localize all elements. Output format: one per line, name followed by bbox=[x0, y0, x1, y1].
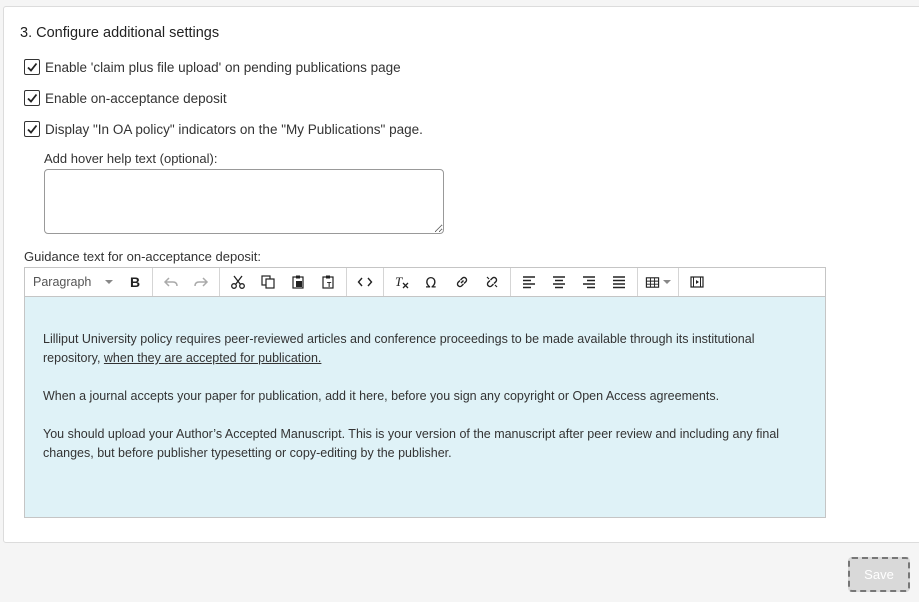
link-icon bbox=[454, 274, 470, 290]
svg-text:B: B bbox=[130, 274, 141, 290]
hover-help-label: Add hover help text (optional): bbox=[44, 151, 218, 166]
accepted-publication-link[interactable]: when they are accepted for publication. bbox=[103, 351, 322, 365]
code-icon bbox=[357, 274, 373, 290]
guidance-rich-text-editor bbox=[24, 267, 826, 518]
undo-icon bbox=[163, 274, 179, 290]
bold-button[interactable] bbox=[119, 270, 149, 294]
code-group bbox=[347, 268, 384, 296]
clipboard-group bbox=[220, 268, 347, 296]
svg-text:T: T bbox=[395, 274, 403, 289]
option-on-acceptance-deposit[interactable] bbox=[24, 90, 227, 106]
format-select[interactable] bbox=[28, 275, 119, 289]
editor-content-area[interactable] bbox=[25, 297, 825, 517]
media-group bbox=[679, 268, 715, 296]
claim-upload-label: Enable 'claim plus file upload' on pending publications page bbox=[45, 59, 401, 75]
section-title: 3. Configure additional settings bbox=[20, 25, 220, 41]
special-character-icon bbox=[424, 274, 440, 290]
copy-icon bbox=[260, 274, 276, 290]
option-claim-upload[interactable] bbox=[24, 59, 401, 75]
align-center-button[interactable] bbox=[544, 270, 574, 294]
checkmark-icon bbox=[26, 61, 38, 73]
source-code-button[interactable] bbox=[350, 270, 380, 294]
svg-text:Ω: Ω bbox=[425, 275, 437, 290]
table-button[interactable] bbox=[641, 270, 675, 294]
paste-text-icon bbox=[320, 274, 336, 290]
guidance-label: Guidance text for on-acceptance deposit: bbox=[24, 249, 262, 264]
clear-formatting-button[interactable] bbox=[387, 270, 417, 294]
on-acceptance-checkbox[interactable] bbox=[24, 90, 40, 106]
checkmark-icon bbox=[26, 123, 38, 135]
guidance-paragraph-1-text: Lilliput University policy requires peer-reviewed articles and conference proceedings to be made available through its institutional repository, bbox=[43, 332, 755, 365]
settings-panel bbox=[3, 6, 919, 543]
table-icon bbox=[645, 275, 660, 290]
guidance-paragraph-2: When a journal accepts your paper for publication, add it here, before you sign any copyright or Open Access agreements. bbox=[43, 389, 720, 403]
svg-text:T: T bbox=[327, 282, 332, 289]
special-character-button[interactable] bbox=[417, 270, 447, 294]
align-left-button[interactable] bbox=[514, 270, 544, 294]
unlink-icon bbox=[484, 274, 500, 290]
align-center-icon bbox=[551, 274, 567, 290]
claim-upload-checkbox[interactable] bbox=[24, 59, 40, 75]
hover-help-textarea[interactable] bbox=[44, 169, 444, 234]
bold-icon bbox=[126, 274, 142, 290]
table-group bbox=[638, 268, 679, 296]
undo-button[interactable] bbox=[156, 270, 186, 294]
checkmark-icon bbox=[26, 92, 38, 104]
save-button[interactable]: Save bbox=[848, 557, 910, 592]
editor-toolbar bbox=[25, 268, 825, 297]
oa-indicators-label: Display "In OA policy" indicators on the "My Publications" page. bbox=[45, 121, 423, 137]
align-right-button[interactable] bbox=[574, 270, 604, 294]
media-icon bbox=[689, 274, 705, 290]
align-group bbox=[511, 268, 638, 296]
oa-indicators-checkbox[interactable] bbox=[24, 121, 40, 137]
clear-formatting-icon bbox=[394, 274, 410, 290]
guidance-paragraph-3: You should upload your Author’s Accepted Manuscript. This is your version of the manuscript after peer review and including any final changes, but before publisher typesetting or copy-editing by the publisher. bbox=[43, 427, 780, 460]
align-justify-icon bbox=[611, 274, 627, 290]
cut-icon bbox=[230, 274, 246, 290]
format-group bbox=[25, 268, 153, 296]
history-group bbox=[153, 268, 220, 296]
copy-button[interactable] bbox=[253, 270, 283, 294]
align-left-icon bbox=[521, 274, 537, 290]
option-oa-indicators[interactable] bbox=[24, 121, 423, 137]
on-acceptance-label: Enable on-acceptance deposit bbox=[45, 90, 227, 106]
paste-text-button[interactable] bbox=[313, 270, 343, 294]
align-right-icon bbox=[581, 274, 597, 290]
cut-button[interactable] bbox=[223, 270, 253, 294]
unlink-button[interactable] bbox=[477, 270, 507, 294]
align-justify-button[interactable] bbox=[604, 270, 634, 294]
paste-button[interactable] bbox=[283, 270, 313, 294]
media-button[interactable] bbox=[682, 270, 712, 294]
redo-button[interactable] bbox=[186, 270, 216, 294]
chevron-down-icon bbox=[105, 280, 113, 284]
chevron-down-icon bbox=[663, 280, 671, 284]
format-select-value: Paragraph bbox=[33, 275, 92, 289]
paste-icon bbox=[290, 274, 306, 290]
insert-group bbox=[384, 268, 511, 296]
redo-icon bbox=[193, 274, 209, 290]
link-button[interactable] bbox=[447, 270, 477, 294]
guidance-paragraph-1 bbox=[43, 330, 807, 368]
